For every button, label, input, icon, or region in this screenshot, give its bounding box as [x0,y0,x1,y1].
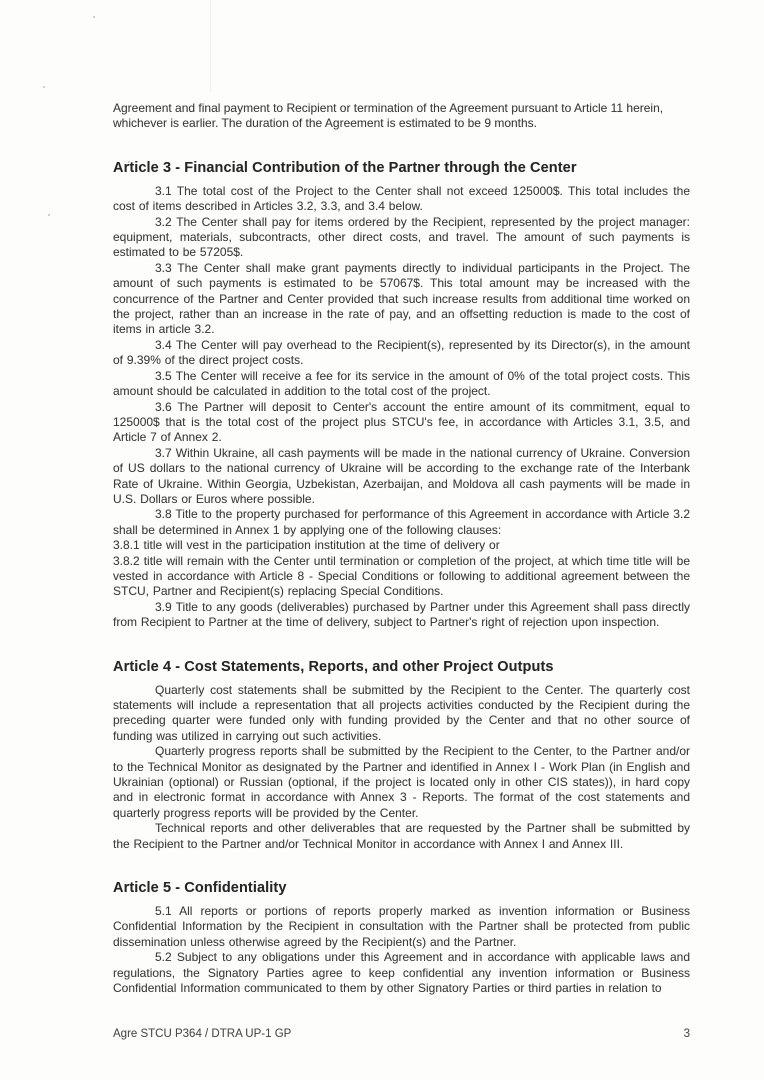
para-3-1: 3.1 The total cost of the Project to the Center shall not exceed 125000$. This total includes the cost of items described in Articles 3.2, 3.3, and 3.4 below. [113,183,690,214]
para-3-4: 3.4 The Center will pay overhead to the Recipient(s), represented by its Director(s), in the amount of 9.39% of the direct project costs. [113,337,690,368]
para-3-7: 3.7 Within Ukraine, all cash payments will be made in the national currency of Ukraine. Conversion of US dollars to the national currency of Ukraine will be according to the exchange rate of the Interbank Rate of Ukraine. Within Georgia, Uzbekistan, Azerbaijan, and Moldova all cash payments will be made in U.S. Dollars or Euros where possible. [113,445,690,506]
para-3-9: 3.9 Title to any goods (deliverables) purchased by Partner under this Agreement shall pass directly from Recipient to Partner at the time of delivery, subject to Partner's right of rejection upon inspection. [113,599,690,630]
para-3-8-1: 3.8.1 title will vest in the participation institution at the time of delivery or [113,538,500,553]
article-3 [113,160,690,631]
scan-speck [93,16,95,18]
para-3-8: 3.8 Title to the property purchased for performance of this Agreement in accordance with Article 3.2 shall be determined in Annex 1 by applying one of the following clauses: [113,507,690,537]
scan-speck [43,86,45,88]
scan-streak [210,0,211,92]
page-content [113,101,690,997]
para-4-3: Technical reports and other deliverables that are requested by the Partner shall be submitted by the Recipient to the Partner and/or Technical Monitor in accordance with Annex I and Annex III. [113,821,690,851]
intro-paragraph: Agreement and final payment to Recipient or termination of the Agreement pursuant to Article 11 herein, whichever is earlier. The duration of the Agreement is estimated to be 9 months. [113,101,664,131]
footer-page-number: 3 [683,1028,690,1040]
page-footer [113,1028,690,1040]
para-4-1: Quarterly cost statements shall be submitted by the Recipient to the Center. The quarterly cost statements will include a representation that all projects activities conducted by the Recipient during the preceding quarter were funded only with funding provided by the Center and that no other source of funding was utilized in carrying out such activities. [113,682,690,743]
para-3-3: 3.3 The Center shall make grant payments directly to individual participants in the Project. The amount of such payments is estimated to be 57067$. This total amount may be increased with the concurrence of the Partner and Center provided that such increase results from additional time worked on the project, rather than an increase in the rate of pay, and an offsetting reduction is made to the cost of items in article 3.2. [113,260,690,337]
article-5-title: Article 5 - Confidentiality [113,880,287,897]
article-5 [113,880,690,996]
para-3-2: 3.2 The Center shall pay for items ordered by the Recipient, represented by the project manager: equipment, materials, subcontracts, other direct costs, and travel. The amount of such payments is estimated to be 57205$. [113,214,690,260]
article-4-title: Article 4 - Cost Statements, Reports, and other Project Outputs [113,658,554,675]
para-3-8-2: 3.8.2 title will remain with the Center until termination or completion of the project, at which time title will be vested in accordance with Article 8 - Special Conditions or following to additional agreement between the STCU, Partner and Recipient(s) replacing Special Conditions. [113,553,690,599]
article-3-title: Article 3 - Financial Contribution of the Partner through the Center [113,159,577,176]
footer-doc-ref: Agre STCU P364 / DTRA UP-1 GP [113,1028,292,1040]
article-4 [113,659,690,852]
para-4-2: Quarterly progress reports shall be submitted by the Recipient to the Center, to the Partner and/or to the Technical Monitor as designated by the Partner and identified in Annex I - Work Plan (in English and Ukrainian (optional) or Russian (optional, if the project is located only in other CIS states)), in hard copy and in electronic format in accordance with Annex 3 - Reports. The format of the cost statements and quarterly progress reports will be provided by the Center. [113,744,690,820]
para-5-1: 5.1 All reports or portions of reports properly marked as invention information or Business Confidential Information by the Recipient in consultation with the Partner shall be protected from public dissemination unless otherwise agreed by the Recipient(s) and the Partner. [113,904,690,949]
scan-speck [48,214,50,216]
para-3-6: 3.6 The Partner will deposit to Center's account the entire amount of its commitment, equal to 125000$ that is the total cost of the project plus STCU's fee, in accordance with Articles 3.1, 3.5, and Article 7 of Annex 2. [113,399,690,445]
para-3-5: 3.5 The Center will receive a fee for its service in the amount of 0% of the total project costs. This amount should be calculated in addition to the total cost of the project. [113,368,690,399]
para-5-2: 5.2 Subject to any obligations under this Agreement and in accordance with applicable laws and regulations, the Signatory Parties agree to keep confidential any invention information or Business Confidential Information communicated to them by other Signatory Parties or third parties in relation to [113,950,690,996]
